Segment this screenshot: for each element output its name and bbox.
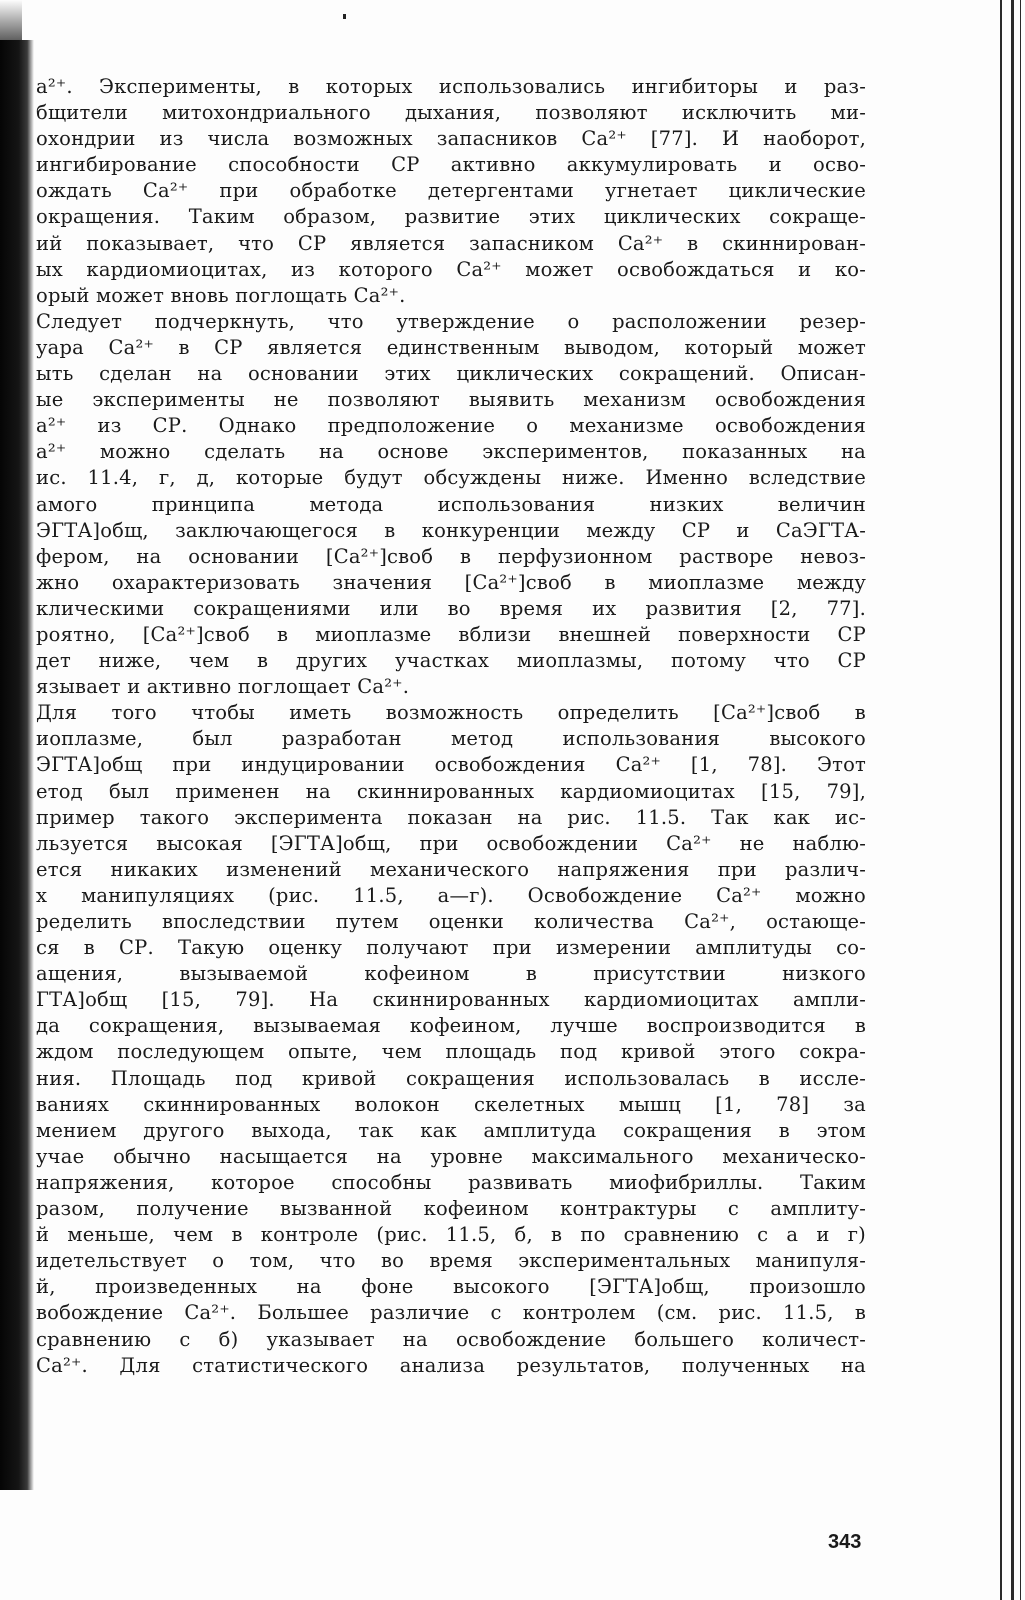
text-line: Следует подчеркнуть, что утверждение о расположении резер- [36,309,866,333]
text-line: дет ниже, чем в других участках миоплазмы, потому что СР [36,649,866,673]
text-line: ждом последующем опыте, чем площадь под кривой этого сокра- [36,1040,866,1064]
text-line: иоплазме, был разработан метод использования высокого [36,727,866,751]
text-line: ЭГТА]общ, заключающегося в конкуренции между СР и CaЭГТА- [36,518,866,542]
body-text [36,74,866,1379]
text-line: фером, на основании [Ca²⁺]своб в перфузионном растворе невоз- [36,544,866,568]
text-line: ингибирование способности СР активно аккумулировать и осво- [36,153,866,177]
text-line: сравнению с б) указывает на освобождение большего количест- [36,1327,866,1351]
text-line: пример такого эксперимента показан на рис. 11.5. Так как ис- [36,805,866,829]
text-line: мением другого выхода, так как амплитуда сокращения в этом [36,1118,866,1142]
text-line: й меньше, чем в контроле (рис. 11.5, б, в по сравнению с а и г) [36,1223,866,1247]
text-line: ые эксперименты не позволяют выявить механизм освобождения [36,388,866,412]
text-line: идетельствует о том, что во время экспериментальных манипуля- [36,1249,866,1273]
text-line: ащения, вызываемой кофеином в присутствии низкого [36,962,866,986]
text-line: а²⁺ можно сделать на основе экспериментов, показанных на [36,440,866,464]
text-line: х манипуляциях (рис. 11.5, а—г). Освобождение Ca²⁺ можно [36,883,866,907]
text-line: ий показывает, что СР является запасником Ca²⁺ в скиннирован- [36,231,866,255]
text-line: ГТА]общ [15, 79]. На скиннированных кардиомиоцитах ампли- [36,988,866,1012]
page-edge-line [1020,0,1021,1600]
text-line: язывает и активно поглощает Ca²⁺. [36,675,410,699]
text-line: ется никаких изменений механического напряжения при различ- [36,857,866,881]
text-line: ределить впоследствии путем оценки количества Ca²⁺, остающе- [36,910,866,933]
text-line: напряжения, которое способны развивать миофибриллы. Таким [36,1170,866,1194]
text-line: а²⁺. Эксперименты, в которых использовались ингибиторы и раз- [36,75,866,98]
page-number: 343 [828,1531,862,1553]
text-line: ся в СР. Такую оценку получают при измерении амплитуды со- [36,936,866,960]
text-line: льзуется высокая [ЭГТА]общ, при освобождении Ca²⁺ не наблю- [36,831,866,855]
text-line: разом, получение вызванной кофеином контрактуры с амплиту- [36,1197,866,1221]
text-line: ис. 11.4, г, д, которые будут обсуждены ниже. Именно вследствие [36,466,866,490]
text-line: ыть сделан на основании этих циклических сокращений. Описан- [36,362,866,386]
text-line: окращения. Таким образом, развитие этих циклических сокраще- [36,205,866,229]
text-line: ых кардиомиоцитах, из которого Ca²⁺ может освобождаться и ко- [36,257,866,281]
text-line: ния. Площадь под кривой сокращения использовалась в иссле- [36,1066,866,1090]
text-line: й, произведенных на фоне высокого [ЭГТА]общ, произошло [36,1275,866,1299]
text-line: охондрии из числа возможных запасников Ca²⁺ [77]. И наоборот, [36,127,866,151]
text-line: ваниях скиннированных волокон скелетных мышц [1, 78] за [36,1092,866,1116]
text-line: учае обычно насыщается на уровне максимального механическо- [36,1144,866,1168]
text-line: жно охарактеризовать значения [Ca²⁺]своб в миоплазме между [36,570,866,594]
text-line: вобождение Ca²⁺. Большее различие с контролем (см. рис. 11.5, в [36,1301,866,1325]
page-edge-line [1000,0,1002,1600]
text-line: Ca²⁺. Для статистического анализа результатов, полученных на [36,1353,866,1377]
text-line: етод был применен на скиннированных кардиомиоцитах [15, 79], [36,779,866,803]
page-edge-line [1011,0,1014,1600]
text-line: Для того чтобы иметь возможность определить [Ca²⁺]своб в [36,701,866,725]
text-line: клическими сокращениями или во время их развития [2, 77]. [36,596,866,620]
text-line: уара Ca²⁺ в СР является единственным выводом, который может [36,335,866,359]
text-line: а²⁺ из СР. Однако предположение о механизме освобождения [36,414,866,438]
text-line: бщители митохондриального дыхания, позволяют исключить ми- [36,101,866,125]
text-line: да сокращения, вызываемая кофеином, лучше воспроизводится в [36,1014,866,1038]
text-line: орый может вновь поглощать Ca²⁺. [36,283,406,307]
text-line: амого принципа метода использования низких величин [36,492,866,516]
speck-mark [343,14,346,19]
binding-shadow [0,40,34,1490]
text-line: ЭГТА]общ при индуцировании освобождения Ca²⁺ [1, 78]. Этот [36,753,866,777]
text-line: роятно, [Ca²⁺]своб в миоплазме вблизи внешней поверхности СР [36,622,866,646]
text-line: ождать Ca²⁺ при обработке детергентами угнетает циклические [36,179,866,203]
